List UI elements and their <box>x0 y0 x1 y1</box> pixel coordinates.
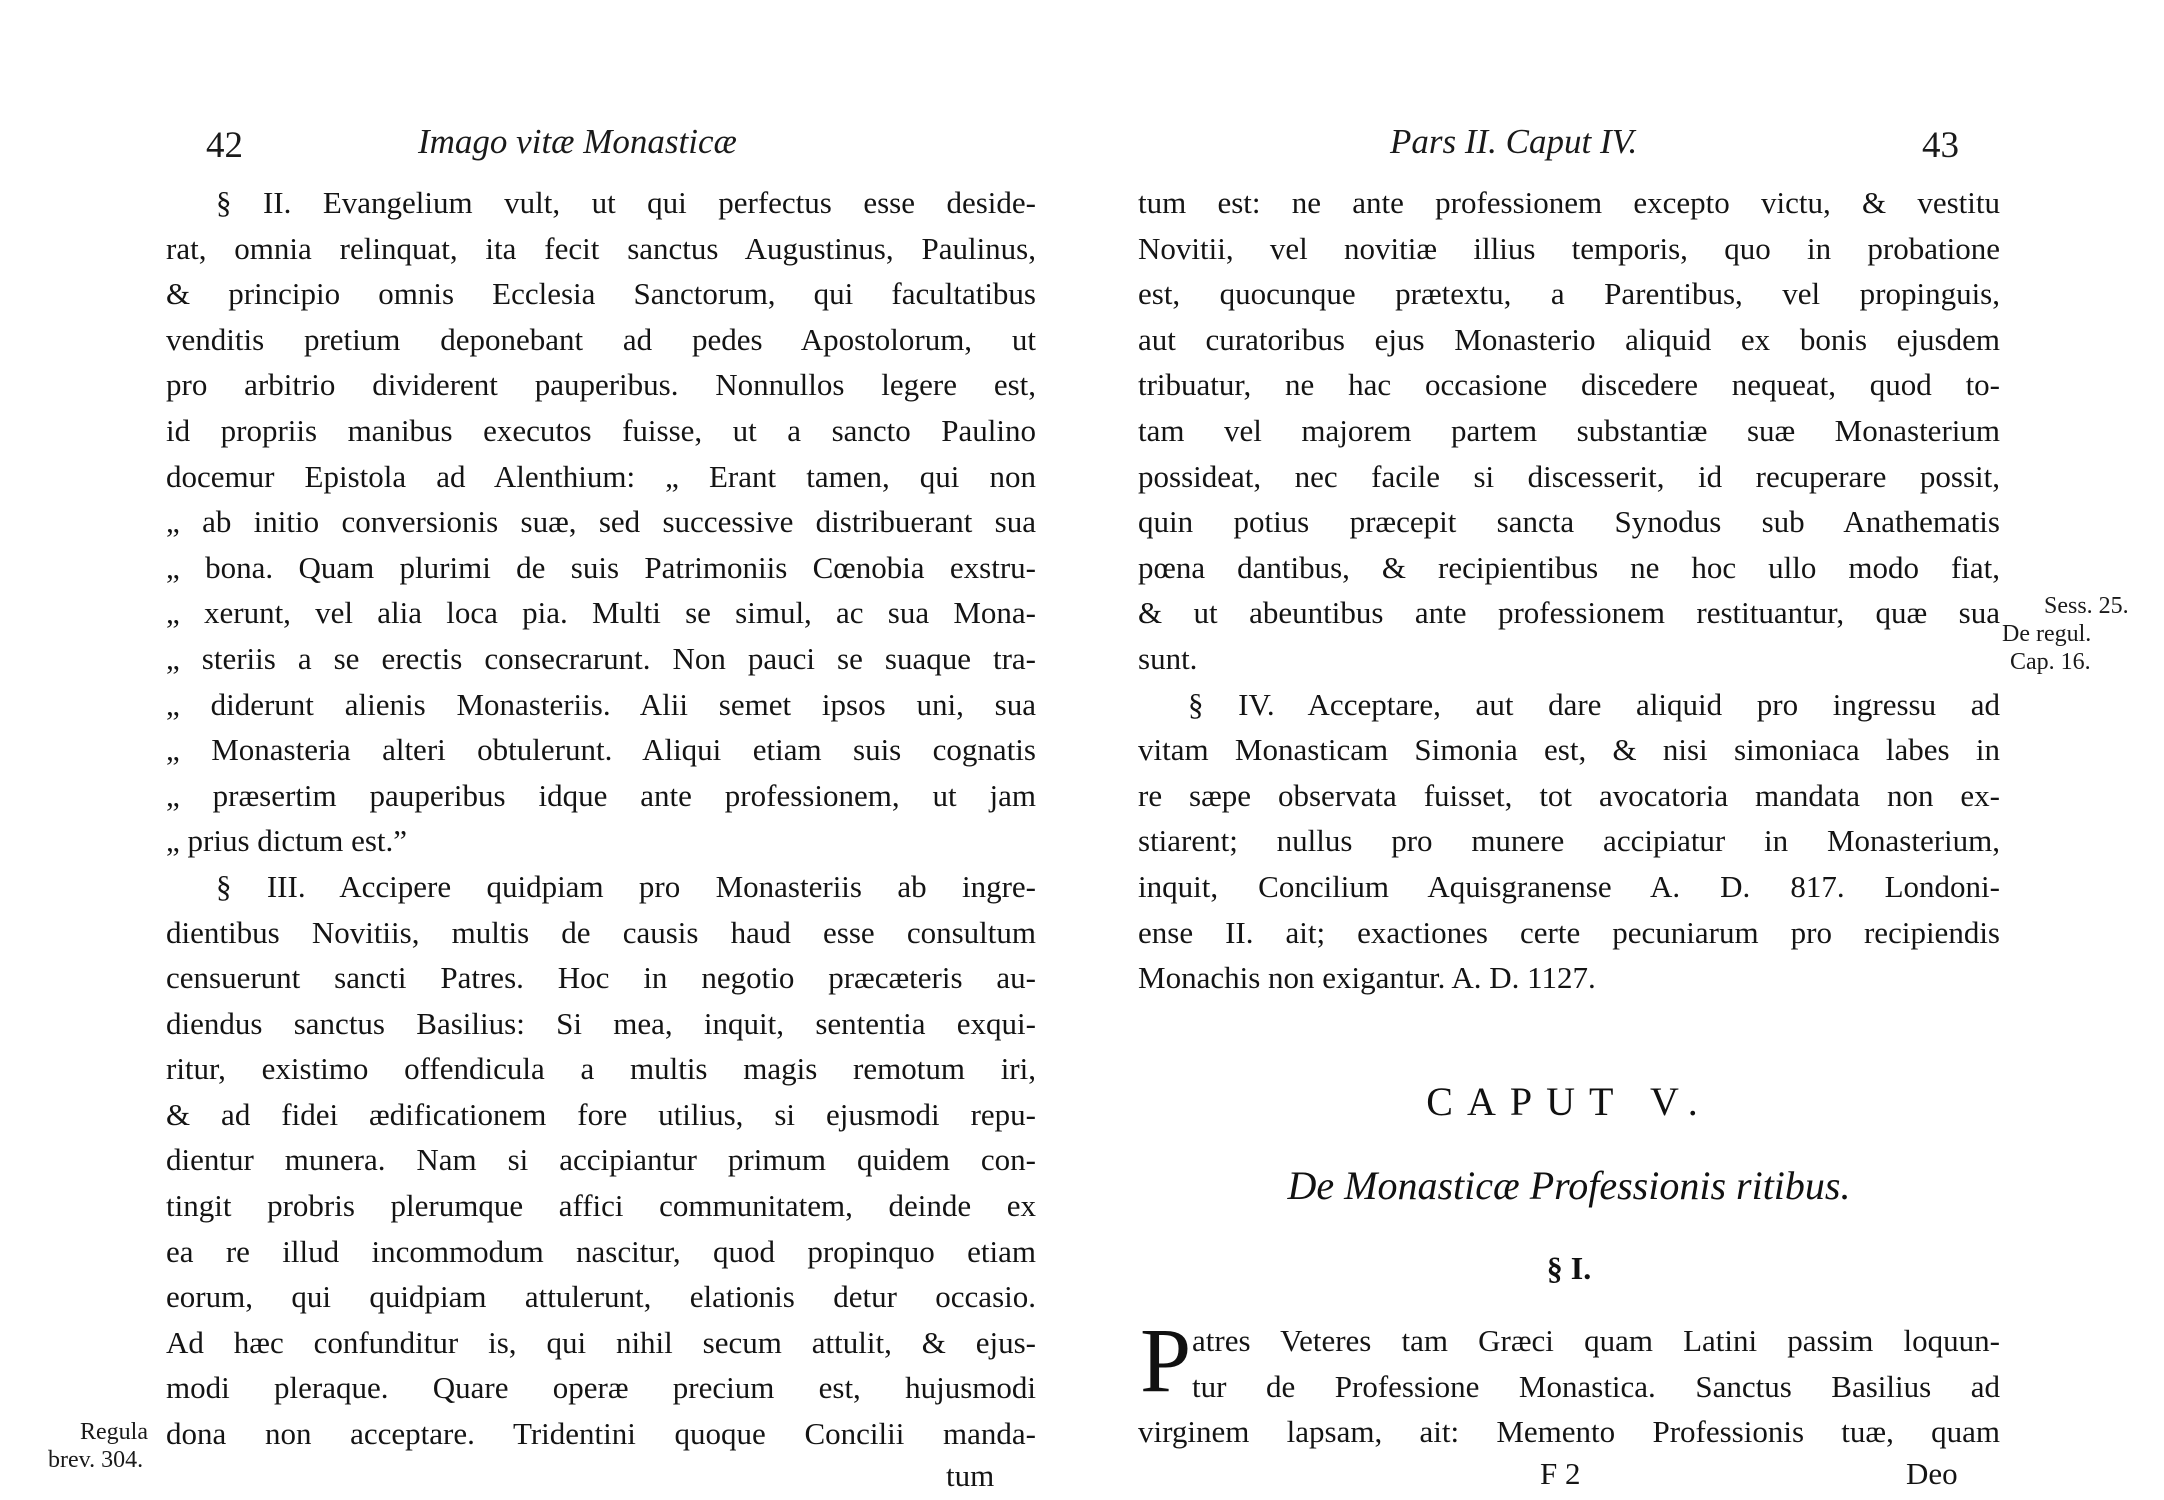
text-line: docemur Epistola ad Alenthium: „ Erant tamen, qui non <box>166 458 1036 494</box>
text-line: re sæpe observata fuisset, tot avocatoria mandata non ex- <box>1138 777 2000 813</box>
text-line: Novitii, vel novitiæ illius temporis, quo in probatione <box>1138 230 2000 266</box>
chapter-opening-text <box>1138 1318 2000 1455</box>
text-line: „ Monasteria alteri obtulerunt. Aliqui etiam suis cognatis <box>166 732 1036 768</box>
text-line: sunt. <box>1138 640 1198 676</box>
text-line: „ diderunt alienis Monasteriis. Alii semet ipsos uni, sua <box>166 686 1036 722</box>
right-running-head: Pars II. Caput IV. <box>1390 122 1638 161</box>
text-line: dientibus Novitiis, multis de causis haud esse consultum <box>166 914 1036 950</box>
text-line: tam vel majorem partem substantiæ suæ Monasterium <box>1138 412 2000 448</box>
right-catchword: Deo <box>1906 1456 1958 1491</box>
text-line: „ præsertim pauperibus idque ante professionem, ut jam <box>166 777 1036 813</box>
text-line: tur de Professione Monastica. Sanctus Basilius ad <box>1192 1368 2000 1404</box>
text-line: „ ab initio conversionis suæ, sed successive distribuerant sua <box>166 504 1036 540</box>
text-line: ense II. ait; exactiones certe pecuniarum pro recipiendis <box>1138 914 2000 950</box>
left-catchword: tum <box>946 1458 995 1493</box>
text-line: pœna dantibus, & recipientibus ne hoc ullo modo fiat, <box>1138 549 2000 585</box>
left-margin-note <box>48 1418 148 1474</box>
left-running-head: Imago vitæ Monasticæ <box>418 122 737 161</box>
drop-cap: P <box>1140 1309 1192 1411</box>
margin-note-line: Regula <box>80 1419 148 1445</box>
text-line: § IV. Acceptare, aut dare aliquid pro ingressu ad <box>1188 686 2000 722</box>
text-line: tum est: ne ante professionem excepto victu, & vestitu <box>1138 185 2000 220</box>
text-line: vitam Monasticam Simonia est, & nisi simoniaca labes in <box>1138 732 2000 768</box>
chapter-subtitle: De Monasticæ Professionis ritibus. <box>1287 1163 1851 1208</box>
left-body-text <box>166 180 1036 1457</box>
text-line: „ prius dictum est.” <box>166 823 408 859</box>
right-page-number: 43 <box>1922 125 1959 166</box>
text-line: id propriis manibus executos fuisse, ut a sancto Paulino <box>166 412 1036 448</box>
text-line: „ steriis a se erectis consecrarunt. Non pauci se suaque tra- <box>166 640 1036 676</box>
right-margin-note <box>2002 592 2129 676</box>
text-line: modi pleraque. Quare operæ precium est, hujusmodi <box>166 1370 1036 1406</box>
text-line: Monachis non exigantur. A. D. 1127. <box>1138 960 1596 996</box>
text-line: tingit probris plerumque affici communitatem, deinde ex <box>166 1188 1036 1224</box>
chapter-title: CAPUT V. <box>1426 1079 1712 1124</box>
text-line: Ad hæc confunditur is, qui nihil secum attulit, & ejus- <box>166 1324 1036 1360</box>
text-line: dona non acceptare. Tridentini quoque Concilii manda- <box>166 1416 1036 1452</box>
right-body-text <box>1138 180 2000 1001</box>
text-line: rat, omnia relinquat, ita fecit sanctus Augustinus, Paulinus, <box>166 230 1036 266</box>
text-line: possideat, nec facile si discesserit, id recuperare possit, <box>1138 458 2000 494</box>
margin-note-line: Sess. 25. <box>2044 593 2129 619</box>
printer-signature: F 2 <box>1540 1456 1581 1491</box>
section-mark: § I. <box>1546 1250 1592 1286</box>
text-line: quin potius præcepit sancta Synodus sub Anathematis <box>1138 504 2000 540</box>
text-line: „ xerunt, vel alia loca pia. Multi se simul, ac sua Mona- <box>166 595 1036 631</box>
left-page-number: 42 <box>206 125 243 166</box>
text-line: dientur munera. Nam si accipiantur primum quidem con- <box>166 1142 1036 1178</box>
margin-note-line: brev. 304. <box>48 1447 144 1473</box>
text-line: aut curatoribus ejus Monasterio aliquid ex bonis ejusdem <box>1138 321 2000 357</box>
text-line: eorum, qui quidpiam attulerunt, elationis detur occasio. <box>166 1279 1036 1315</box>
text-line: & principio omnis Ecclesia Sanctorum, qui facultatibus <box>166 276 1036 312</box>
text-line: est, quocunque prætextu, a Parentibus, vel propinguis, <box>1138 276 2000 312</box>
text-line: tribuatur, ne hac occasione discedere nequeat, quod to- <box>1138 367 2000 403</box>
text-line: inquit, Concilium Aquisgranense A. D. 817. Londoni- <box>1138 868 2000 904</box>
margin-note-line: Cap. 16. <box>2010 649 2091 675</box>
text-line: pro arbitrio dividerent pauperibus. Nonnullos legere est, <box>166 367 1036 403</box>
right-page <box>1082 0 2164 1500</box>
text-line: ea re illud incommodum nascitur, quod propinquo etiam <box>166 1233 1036 1269</box>
text-line: atres Veteres tam Græci quam Latini passim loquun- <box>1192 1323 2000 1358</box>
text-line: ritur, existimo offendicula a multis magis remotum iri, <box>166 1051 1036 1087</box>
text-line: virginem lapsam, ait: Memento Professionis tuæ, quam <box>1138 1414 2000 1450</box>
text-line: venditis pretium deponebant ad pedes Apostolorum, ut <box>166 321 1036 357</box>
text-line: & ut abeuntibus ante professionem restituantur, quæ sua <box>1138 595 2000 631</box>
text-line: diendus sanctus Basilius: Si mea, inquit, sententia exqui- <box>166 1005 1036 1041</box>
text-line: § III. Accipere quidpiam pro Monasteriis ab ingre- <box>216 868 1036 904</box>
text-line: & ad fidei ædificationem fore utilius, si ejusmodi repu- <box>166 1096 1036 1132</box>
text-line: „ bona. Quam plurimi de suis Patrimoniis Cœnobia exstru- <box>166 549 1036 585</box>
text-line: censuerunt sancti Patres. Hoc in negotio præcæteris au- <box>166 960 1036 996</box>
text-line: stiarent; nullus pro munere accipiatur in Monasterium, <box>1138 823 2000 859</box>
margin-note-line: De regul. <box>2002 621 2092 647</box>
text-line: § II. Evangelium vult, ut qui perfectus esse deside- <box>216 185 1036 220</box>
